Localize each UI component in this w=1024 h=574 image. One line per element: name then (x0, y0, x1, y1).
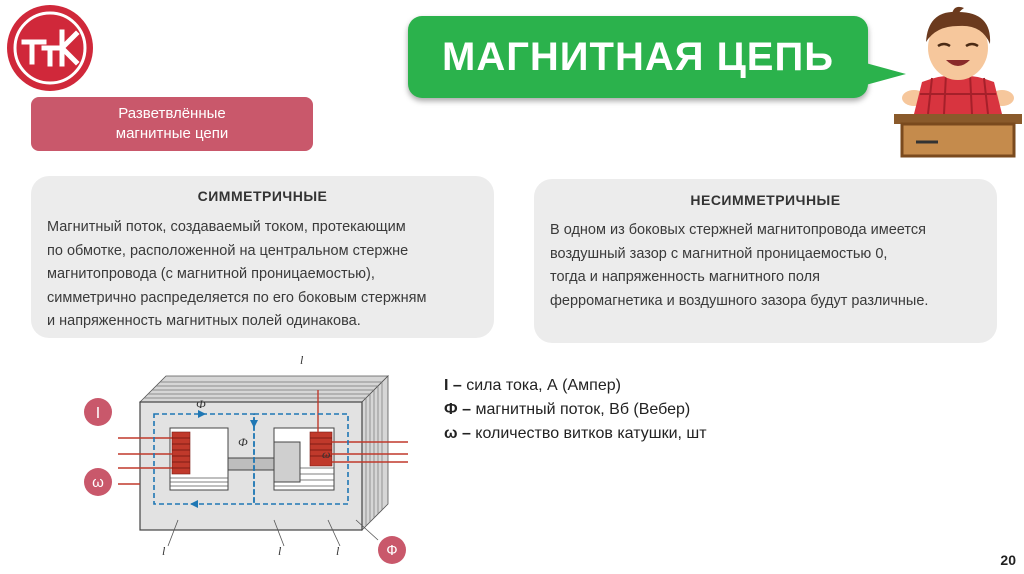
legend-row-current (444, 374, 707, 398)
asymmetric-line: воздушный зазор с магнитной проницаемостью 0, (550, 245, 888, 262)
asymmetric-description (550, 219, 990, 313)
symmetric-line: магнитопровода (с магнитной проницаемостью), (47, 266, 375, 282)
legend-row-flux (444, 398, 707, 422)
l1-label: l (162, 544, 166, 558)
l2-label-bottom: l (336, 544, 340, 558)
legend-symbol: ω – (444, 425, 471, 442)
legend-text: магнитный поток, Вб (Вебер) (471, 401, 691, 418)
asymmetric-line: ферромагнетика и воздушного зазора будут различные. (550, 292, 929, 309)
symmetric-title: СИММЕТРИЧНЫЕ (197, 188, 328, 204)
section-tag (31, 97, 313, 151)
legend-row-turns (444, 422, 707, 446)
section-tag-line-2: магнитные цепи (115, 125, 229, 142)
legend-symbol: Ф – (444, 401, 471, 418)
page-title: МАГНИТНАЯ ЦЕПЬ (442, 34, 834, 79)
l3-label: l (278, 544, 282, 558)
phi1-label: Ф (196, 397, 206, 411)
legend-symbol: I – (444, 377, 462, 394)
flux-badge-label: Ф (386, 542, 398, 559)
symmetric-line: по обмотке, расположенной на центральном стержне (47, 242, 409, 259)
l2-label-top: l (300, 353, 304, 367)
title-banner (408, 16, 868, 98)
current-badge-label: I (95, 405, 101, 422)
symmetric-description (47, 216, 487, 334)
symmetric-line: симметрично распределяется по его боковым стержням (47, 289, 427, 306)
symmetric-line: и напряженность магнитных полей одинакова. (47, 313, 361, 329)
asymmetric-card (534, 179, 997, 343)
phi3-label: Ф (238, 435, 248, 449)
turns-badge-label: ω (92, 474, 104, 491)
page-number: 20 (1000, 552, 1016, 568)
asymmetric-title: НЕСИММЕТРИЧНЫЕ (690, 192, 841, 208)
legend (444, 374, 707, 446)
symmetric-line: Магнитный поток, создаваемый током, протекающим (47, 219, 406, 235)
company-logo (4, 2, 96, 94)
asymmetric-line: тогда и напряженность магнитного поля (550, 269, 820, 285)
legend-text: сила тока, А (Ампер) (461, 377, 621, 394)
symmetric-card (31, 176, 494, 338)
asymmetric-line: В одном из боковых стержней магнитопровода имеется (550, 222, 926, 238)
w-label: ω (322, 447, 331, 461)
legend-text: количество витков катушки, шт (470, 425, 707, 442)
section-tag-line-1: Разветвлённые (118, 105, 226, 122)
teacher-illustration (892, 2, 1024, 158)
magnetic-core-diagram (78, 350, 438, 572)
